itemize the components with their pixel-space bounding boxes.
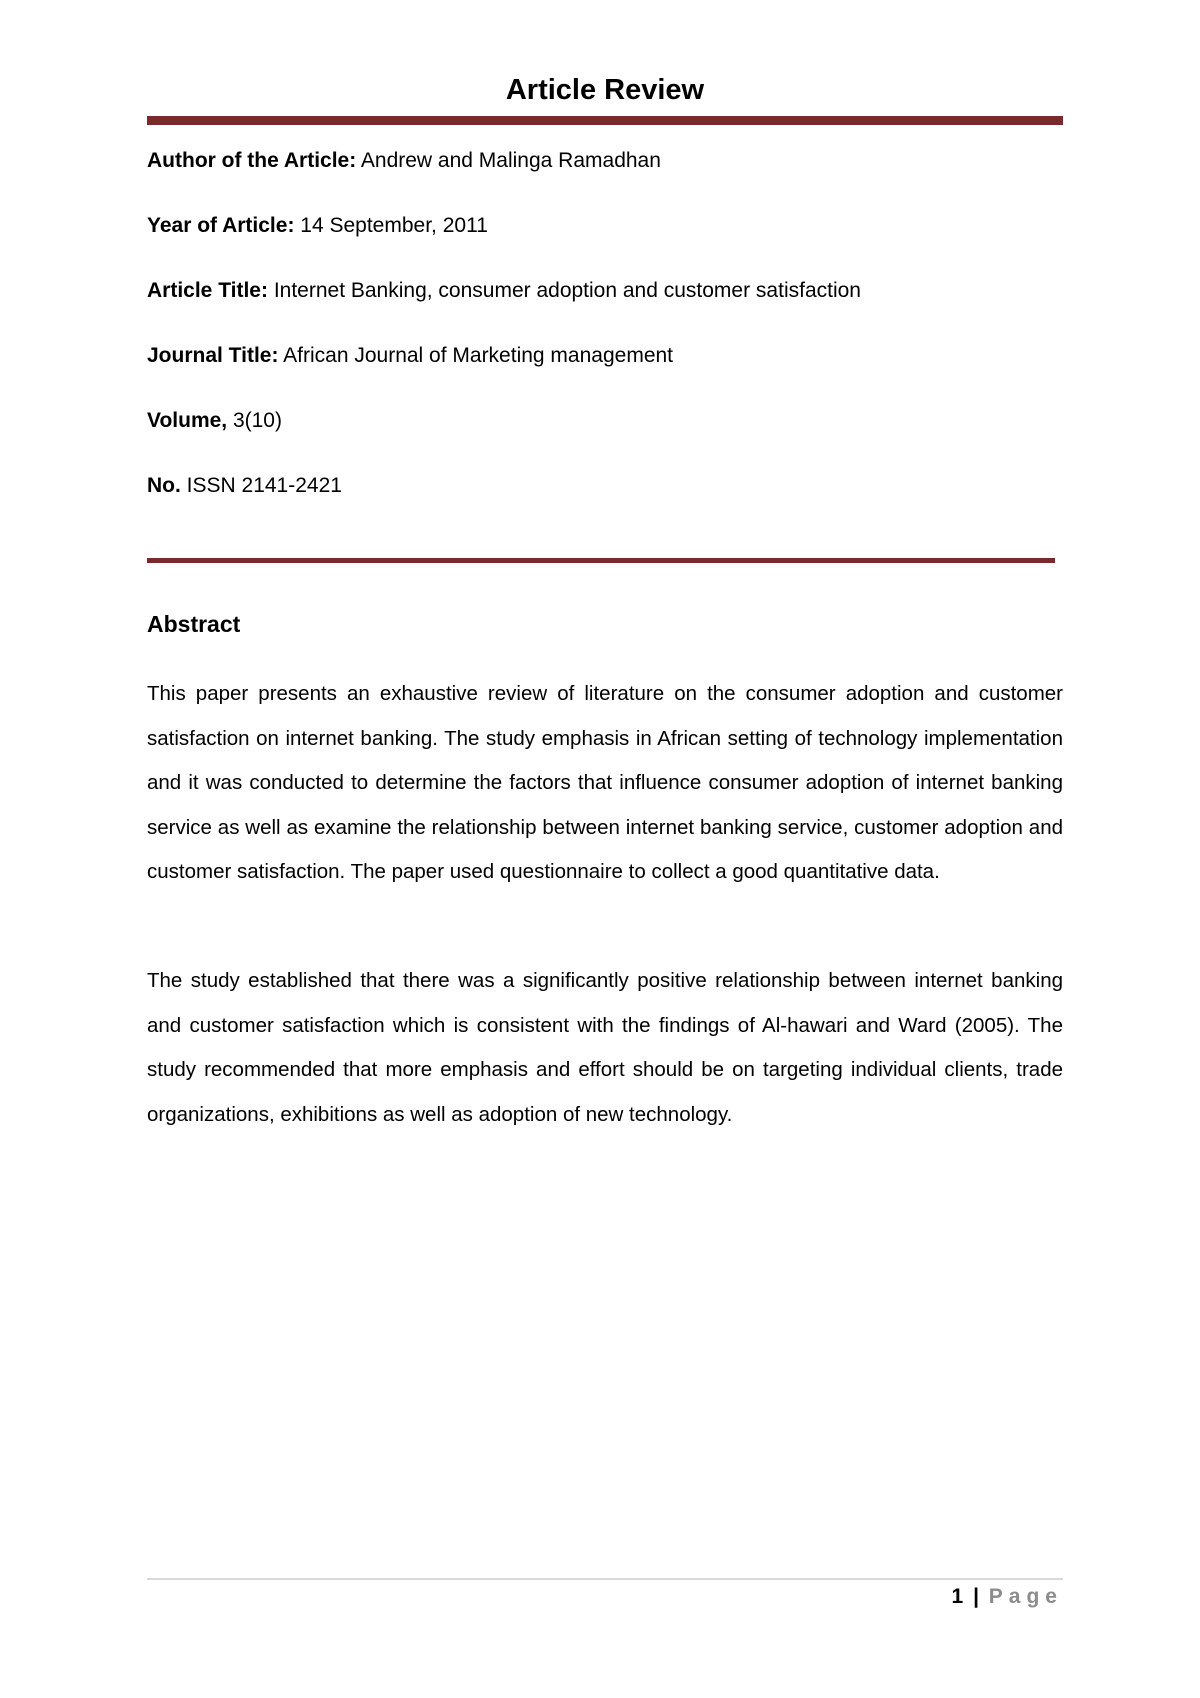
title-divider bbox=[147, 116, 1063, 125]
abstract-paragraph-1: This paper presents an exhaustive review of literature on the consumer adoption and customer satisfaction on internet banking. The study emphasis in African setting of technology implementation and it was conducted to determine the factors that influence consumer adoption of internet banking service as well as examine the relationship between internet banking service, customer adoption and customer satisfaction. The paper used questionnaire to collect a good quantitative data. bbox=[147, 682, 1063, 883]
page-footer bbox=[147, 1582, 1063, 1612]
meta-volume-label: Volume, bbox=[147, 409, 228, 432]
meta-article-title-value: Internet Banking, consumer adoption and customer satisfaction bbox=[267, 279, 861, 302]
meta-author-value: Andrew and Malinga Ramadhan bbox=[356, 149, 661, 172]
meta-number bbox=[147, 471, 1063, 501]
meta-volume bbox=[147, 406, 1063, 436]
meta-journal-title bbox=[147, 341, 1063, 371]
meta-number-value: ISSN 2141-2421 bbox=[180, 474, 342, 497]
meta-year-value: 14 September, 2011 bbox=[294, 214, 488, 237]
meta-journal-title-label: Journal Title: bbox=[147, 344, 279, 367]
meta-volume-value: 3(10) bbox=[227, 409, 282, 432]
page-title: Article Review bbox=[505, 74, 705, 106]
page-separator: | bbox=[973, 1585, 979, 1608]
meta-year-label: Year of Article: bbox=[147, 214, 295, 237]
meta-year bbox=[147, 211, 1063, 241]
meta-number-label: No. bbox=[147, 474, 181, 497]
abstract-heading: Abstract bbox=[147, 611, 241, 637]
abstract-paragraph-2: The study established that there was a significantly positive relationship between internet banking and customer satisfaction which is consistent with the findings of Al-hawari and Ward (2005). The study recommended that more emphasis and effort should be on targeting individual clients, trade organizations, exhibitions as well as adoption of new technology. bbox=[147, 969, 1063, 1126]
meta-article-title-label: Article Title: bbox=[147, 279, 268, 302]
page-label: Page bbox=[988, 1585, 1063, 1608]
meta-author-label: Author of the Article: bbox=[147, 149, 357, 172]
meta-author bbox=[147, 146, 1063, 176]
section-divider bbox=[147, 558, 1055, 563]
meta-journal-title-value: African Journal of Marketing management bbox=[278, 344, 674, 367]
page-number: 1 bbox=[951, 1585, 964, 1608]
article-metadata bbox=[147, 146, 1063, 536]
meta-article-title bbox=[147, 276, 1063, 306]
footer-divider bbox=[147, 1578, 1063, 1580]
